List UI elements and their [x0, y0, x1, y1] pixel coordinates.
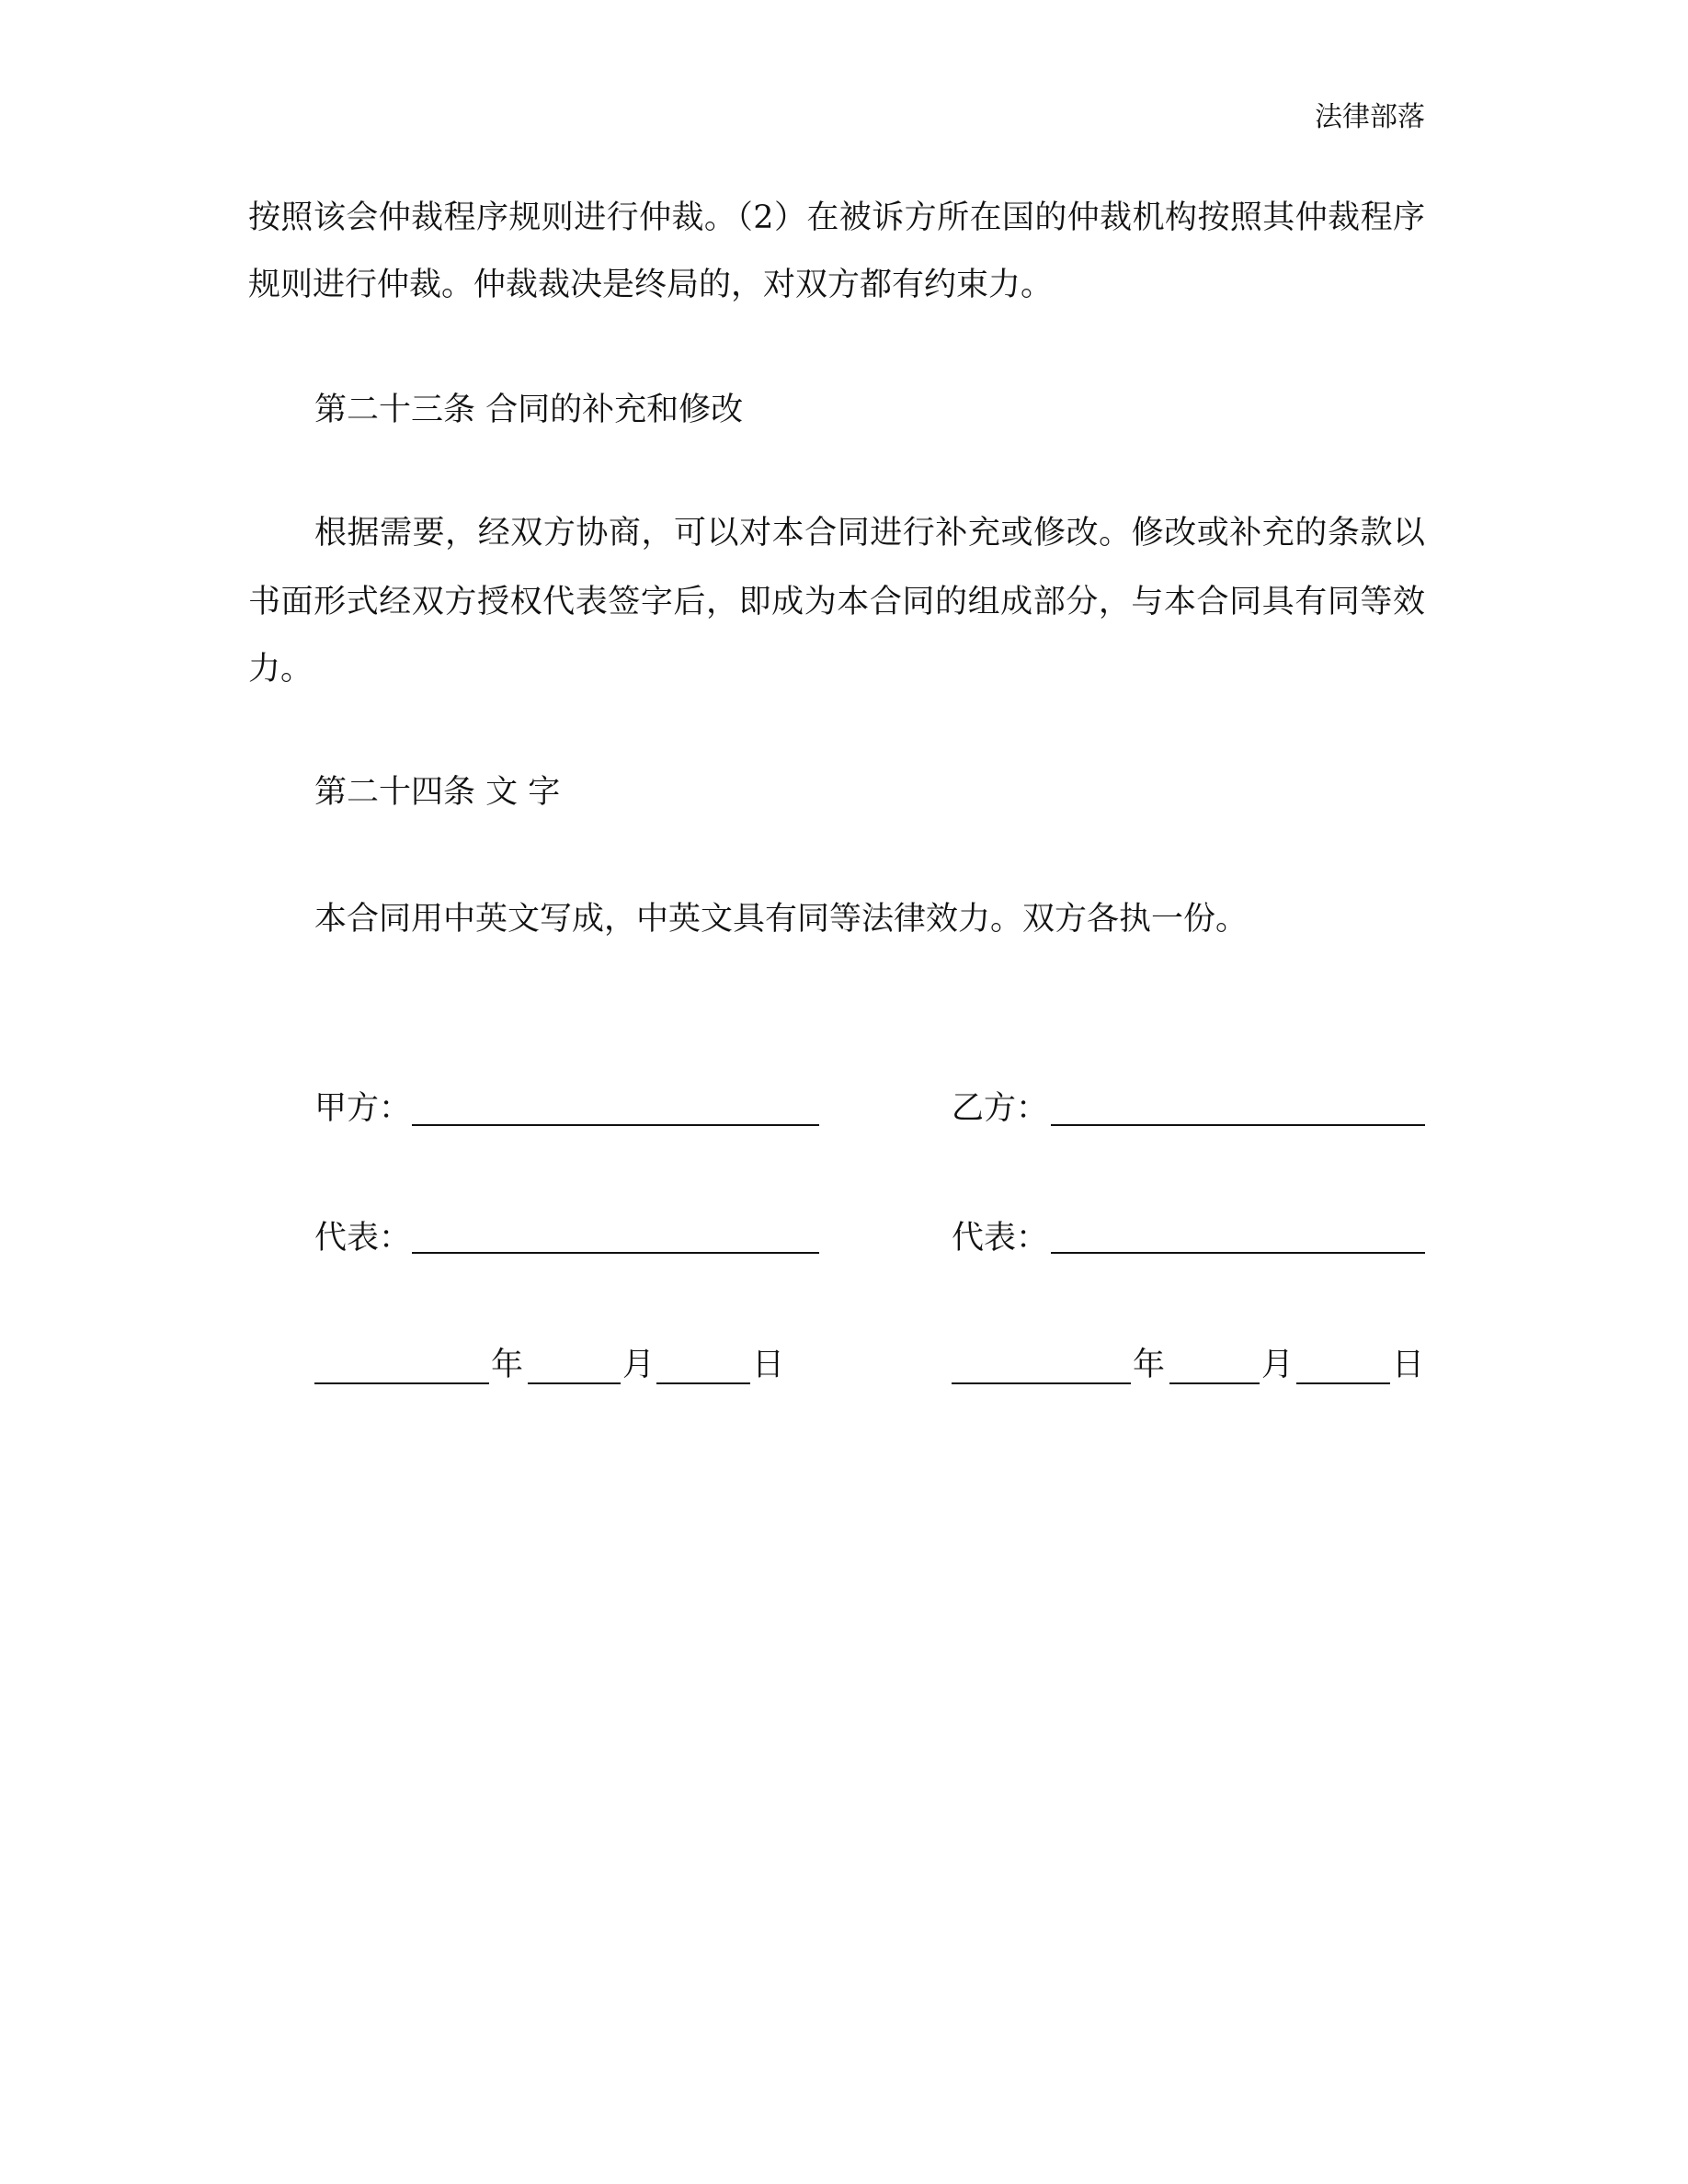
date-a-year-label: 年 [491, 1347, 524, 1383]
date-b-month-label: 月 [1261, 1347, 1295, 1383]
paragraph-line: 书面形式经双方授权代表签字后，即成为本合同的组成部分，与本合同具有同等效 [248, 584, 1425, 620]
paragraph-line: 力。 [248, 651, 314, 688]
article-23-heading: 第二十三条 合同的补充和修改 [314, 392, 744, 428]
rep-a-signature-line [412, 1252, 819, 1254]
date-a-day-label: 日 [752, 1347, 785, 1383]
paragraph-line: 规则进行仲裁。仲裁裁决是终局的，对双方都有约束力。 [248, 267, 1054, 303]
party-a-label: 甲方： [314, 1090, 412, 1127]
date-a-month-line [528, 1382, 621, 1384]
rep-b-label: 代表： [952, 1220, 1049, 1257]
rep-b-signature-line [1051, 1252, 1425, 1254]
date-a-month-label: 月 [622, 1347, 656, 1383]
date-b-day-line [1296, 1382, 1390, 1384]
header-title: 法律部落 [1315, 101, 1425, 133]
paragraph-line: 按照该会仲裁程序规则进行仲裁。（2）在被诉方所在国的仲裁机构按照其仲裁程序 [248, 199, 1425, 236]
date-b-year-line [952, 1382, 1131, 1384]
article-24-heading: 第二十四条 文 字 [314, 774, 561, 811]
party-b-label: 乙方： [952, 1090, 1049, 1127]
date-b-day-label: 日 [1392, 1347, 1425, 1383]
party-b-signature-line [1051, 1124, 1425, 1126]
party-a-signature-line [412, 1124, 819, 1126]
paragraph-line: 本合同用中英文写成，中英文具有同等法律效力。双方各执一份。 [314, 901, 1249, 938]
rep-a-label: 代表： [314, 1220, 412, 1257]
date-b-month-line [1169, 1382, 1260, 1384]
date-a-day-line [656, 1382, 750, 1384]
date-b-year-label: 年 [1133, 1347, 1166, 1383]
date-a-year-line [314, 1382, 489, 1384]
paragraph-line: 根据需要，经双方协商，可以对本合同进行补充或修改。修改或补充的条款以 [314, 515, 1425, 552]
